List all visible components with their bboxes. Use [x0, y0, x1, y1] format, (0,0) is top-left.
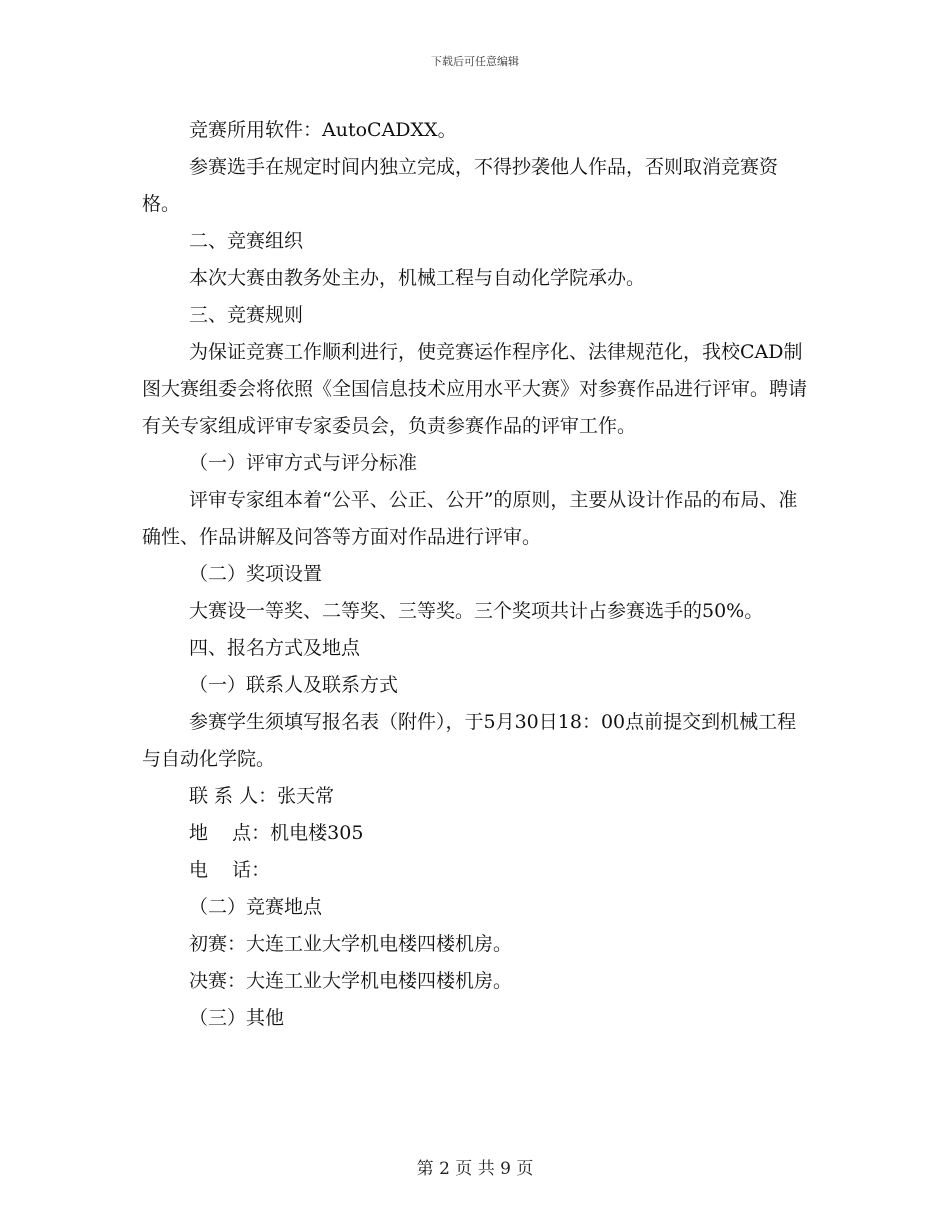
paragraph-organizer: 本次大赛由教务处主办，机械工程与自动化学院承办。	[189, 267, 646, 289]
paragraph-rules: 为保证竞赛工作顺利进行，使竞赛运作程序化、法律规范化，我校CAD制图大赛组委会将依照《全国信息技术应用水平大赛》对参赛作品进行评审。聘请有关专家组成评审专家委员会，负责参赛作品的评审工作。	[142, 341, 808, 437]
paragraph-software: 竞赛所用软件：AutoCADXX。	[189, 119, 457, 141]
page-footer: 第 2 页 共 9 页	[416, 1159, 534, 1179]
contact-location: 地 点：机电楼305	[189, 822, 364, 844]
section-heading-organization: 二、竞赛组织	[189, 230, 304, 252]
subheading-venue: （二）竞赛地点	[189, 896, 323, 918]
subheading-review-method: （一）评审方式与评分标准	[189, 452, 418, 474]
section-heading-registration: 四、报名方式及地点	[189, 637, 361, 659]
paragraph-preliminary: 初赛：大连工业大学机电楼四楼机房。	[189, 933, 513, 955]
paragraph-registration: 参赛学生须填写报名表（附件），于5月30日18：00点前提交到机械工程与自动化学院。	[142, 711, 797, 770]
paragraph-independence: 参赛选手在规定时间内独立完成，不得抄袭他人作品，否则取消竞赛资格。	[142, 156, 779, 215]
contact-person: 联 系 人：张天常	[189, 785, 335, 807]
document-body	[142, 112, 812, 1037]
paragraph-review-principle: 评审专家组本着“公平、公正、公开”的原则，主要从设计作品的布局、准确性、作品讲解及问答等方面对作品进行评审。	[142, 489, 798, 548]
subheading-contact: （一）联系人及联系方式	[189, 674, 399, 696]
paragraph-final: 决赛：大连工业大学机电楼四楼机房。	[189, 970, 513, 992]
contact-phone: 电 话：	[189, 859, 271, 881]
subheading-awards: （二）奖项设置	[189, 563, 323, 585]
subheading-other: （三）其他	[189, 1007, 285, 1029]
page-header: 下载后可任意编辑	[431, 55, 519, 68]
paragraph-awards: 大赛设一等奖、二等奖、三等奖。三个奖项共计占参赛选手的50%。	[189, 600, 764, 622]
section-heading-rules: 三、竞赛规则	[189, 304, 304, 326]
